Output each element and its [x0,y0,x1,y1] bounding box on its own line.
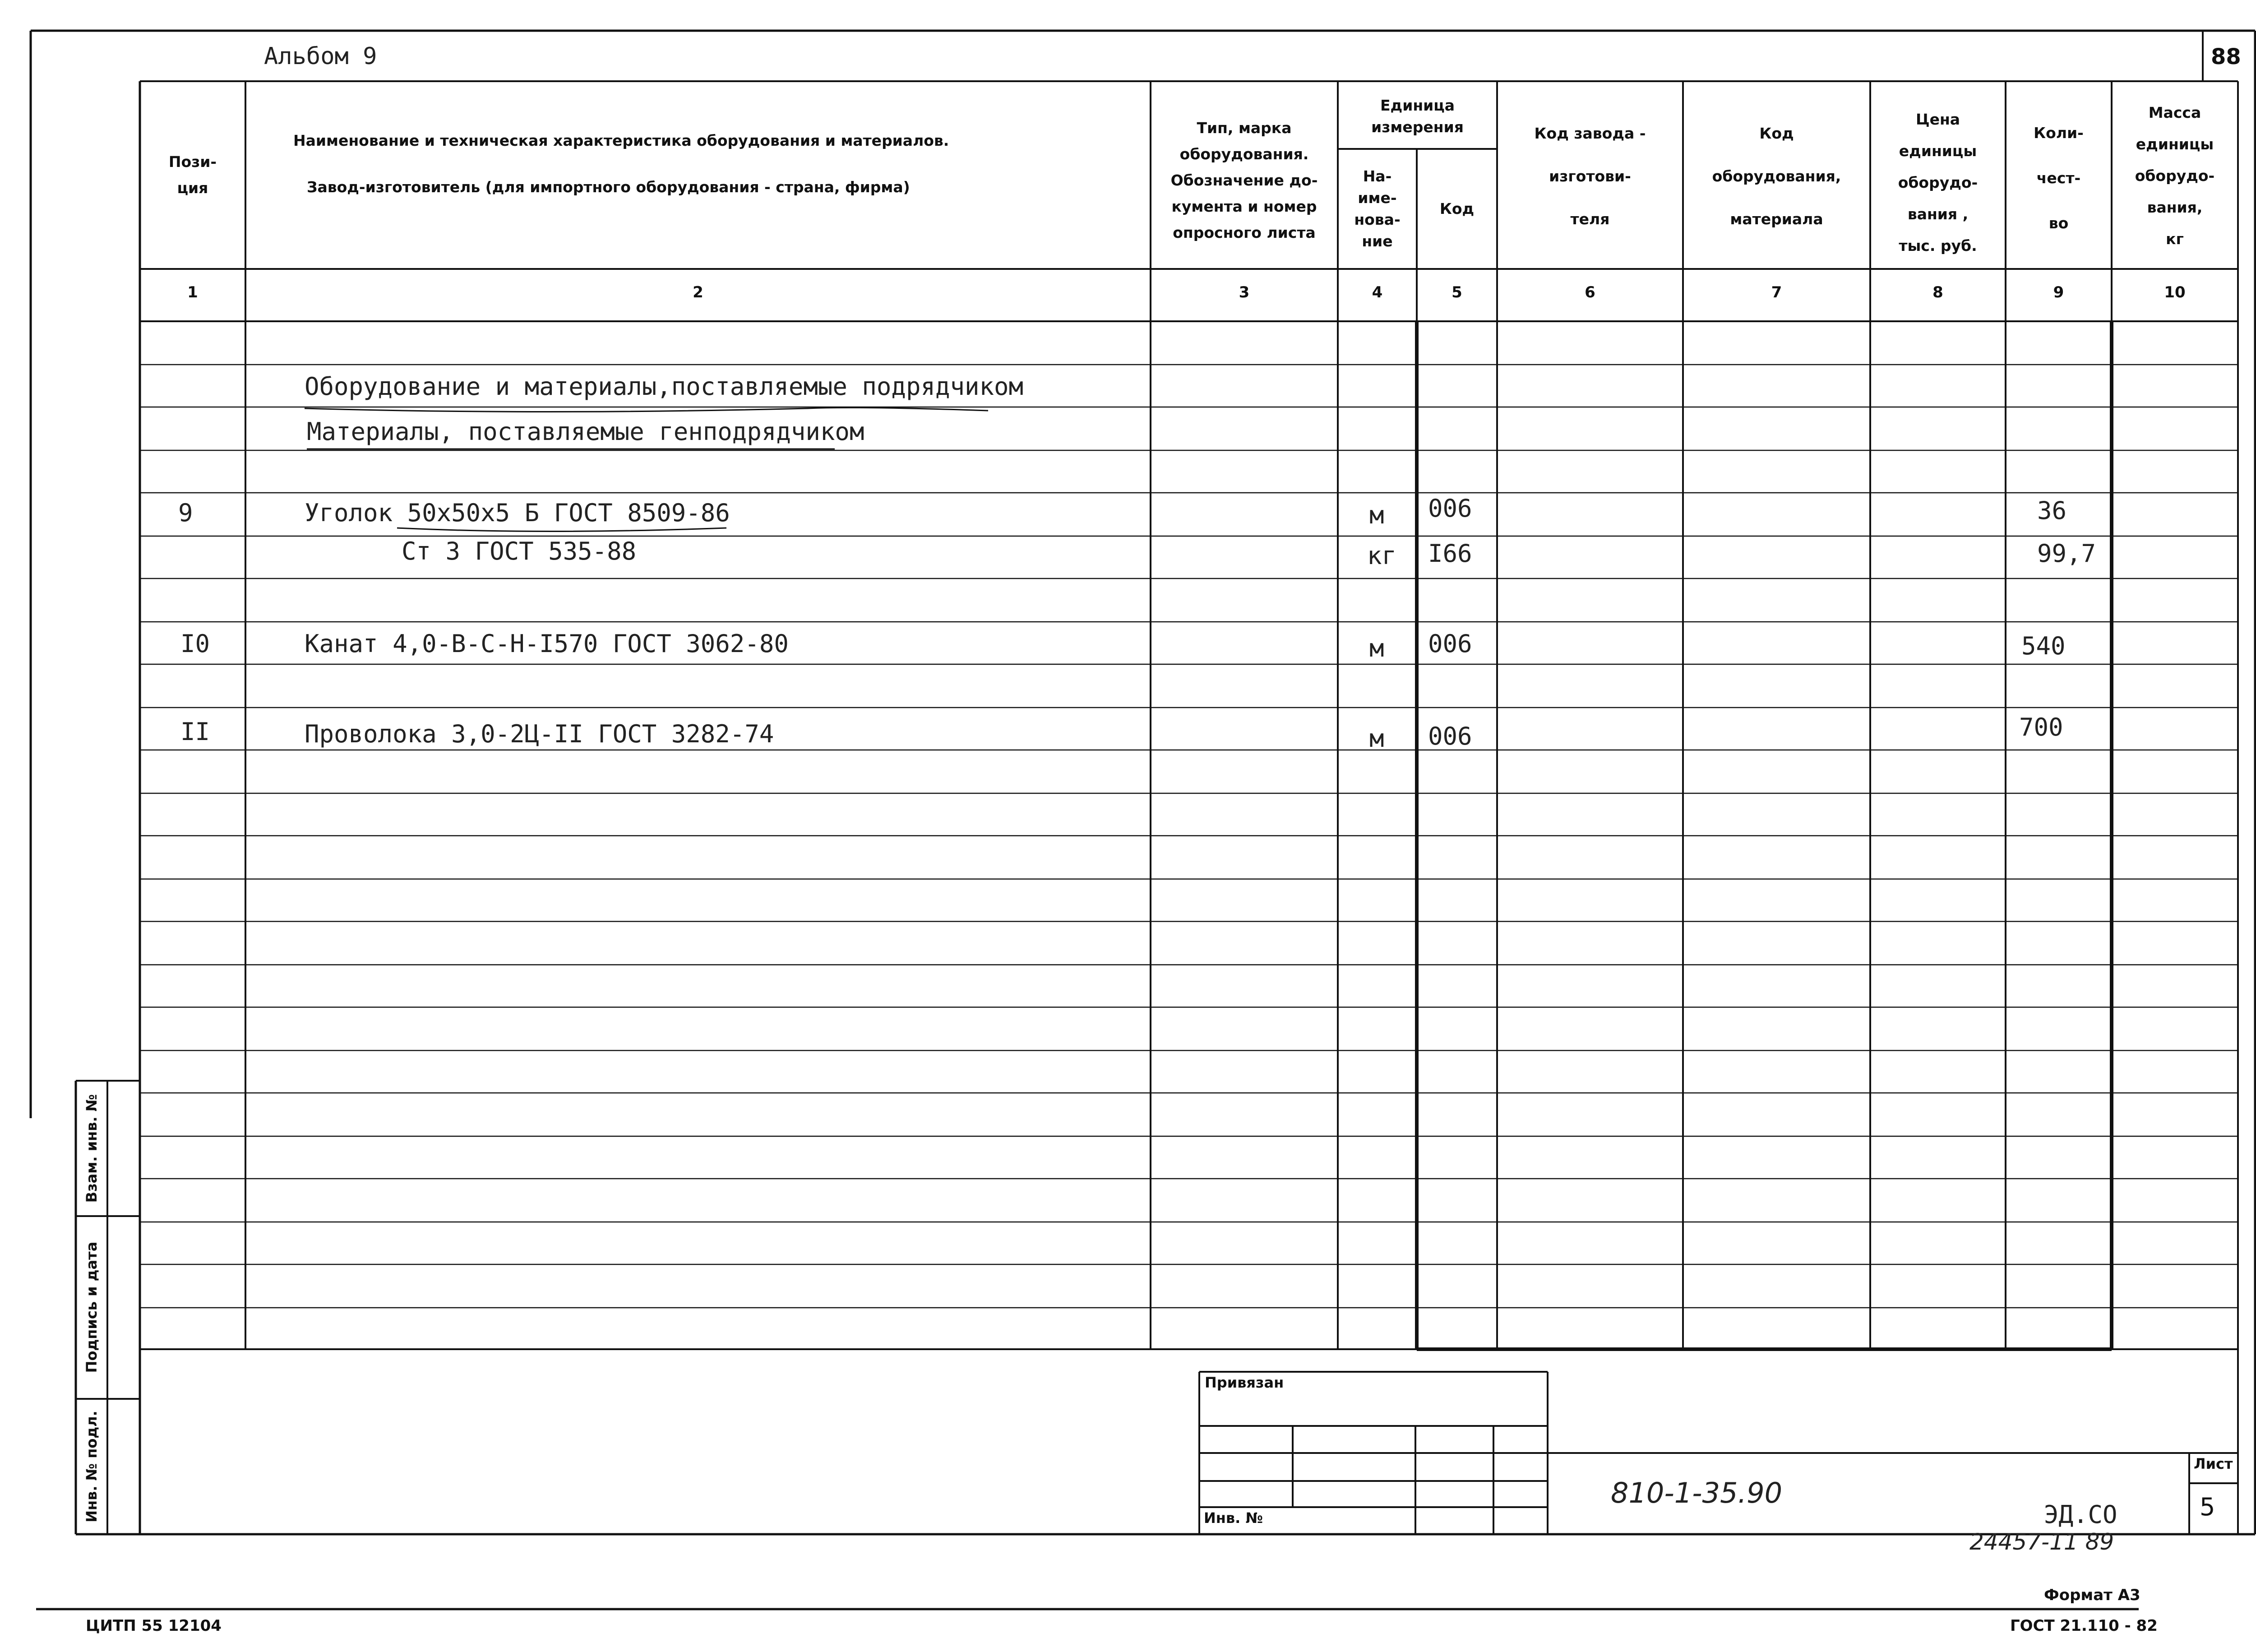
colnum-6: 6 [1585,283,1595,301]
bottom-left-code: ЦИТП 55 12104 [86,1617,222,1635]
side-stamp-replace-inv: Взам. инв. № [83,1094,100,1203]
gost-label: ГОСТ 21.110 - 82 [2010,1617,2158,1635]
header-equipment-code: Код оборудования, материала [1712,124,1841,228]
colnum-9: 9 [2053,283,2064,301]
header-type-mark: Тип, марка оборудования. Обозначение до- кумента и номер опросного листа [1170,119,1318,241]
header-mass: Масса единицы оборудо- вания, кг [2135,104,2215,248]
item-code: 006 [1428,629,1472,658]
colnum-4: 4 [1372,283,1383,301]
item-qty: 540 [2021,632,2066,660]
item-qty: 36 [2037,496,2067,525]
item-pos: 9 [178,499,193,527]
item-unit: кг [1367,541,1397,570]
header-name-line2: Завод-изготовитель (для импортного оборудования - страна, фирма) [307,178,910,196]
colnum-7: 7 [1771,283,1782,301]
header-unit-code: Код [1439,200,1475,217]
item-qty: 700 [2019,713,2063,741]
colnum-2: 2 [693,283,703,301]
stamp-mark: ЭД.СО [2044,1500,2117,1529]
stamp-doc-code: 810-1-35.90 [1611,1476,1783,1509]
stamp-sheet-no: 5 [2200,1493,2215,1521]
item-pos: I0 [180,629,210,658]
item-qty: 99,7 [2037,539,2096,568]
stamp-handwritten-number: 24457-11 89 [1969,1529,2114,1555]
stamp-sheet-label: Лист [2194,1455,2233,1472]
item-unit: м [1369,634,1384,662]
subsection-title: Материалы, поставляемые генподрядчиком [307,417,864,446]
album-label: Альбом 9 [264,43,377,70]
header-name-line1: Наименование и техническая характеристика оборудования и материалов. [293,132,949,149]
colnum-10: 10 [2164,283,2186,301]
header-position: Пози- ция [168,153,217,197]
side-stamp-original-inv: Инв. № подл. [83,1411,100,1522]
item-name: Ст 3 ГОСТ 535-88 [402,537,637,565]
header-price: Цена единицы оборудо- вания , тыс. руб. [1898,111,1978,255]
section-title: Оборудование и материалы,поставляемые подрядчиком [305,372,1024,401]
format-label: Формат А3 [2044,1586,2140,1604]
stamp-privyazan: Привязан [1205,1374,1284,1391]
item-pos: II [180,717,210,746]
item-code: 006 [1428,722,1472,750]
header-factory-code: Код завода - изготови- теля [1534,124,1646,228]
item-name: Канат 4,0-В-С-Н-I570 ГОСТ 3062-80 [305,629,789,658]
header-unit-name: На- име- нова- ние [1354,167,1401,250]
item-code: I66 [1428,539,1472,568]
stamp-inv-no: Инв. № [1204,1509,1263,1527]
header-unit-group: Единица измерения [1371,96,1464,136]
side-stamp-signature-date: Подпись и дата [83,1241,100,1373]
item-code: 006 [1428,494,1472,523]
colnum-8: 8 [1932,283,1943,301]
item-name: Проволока 3,0-2Ц-II ГОСТ 3282-74 [305,720,774,748]
header-quantity: Коли- чест- во [2034,124,2084,232]
page-number: 88 [2211,44,2241,69]
colnum-1: 1 [187,283,198,301]
item-unit: м [1369,501,1384,529]
colnum-5: 5 [1452,283,1462,301]
item-unit: м [1369,724,1384,753]
item-name: Уголок 50х50х5 Б ГОСТ 8509-86 [305,499,730,527]
colnum-3: 3 [1239,283,1250,301]
